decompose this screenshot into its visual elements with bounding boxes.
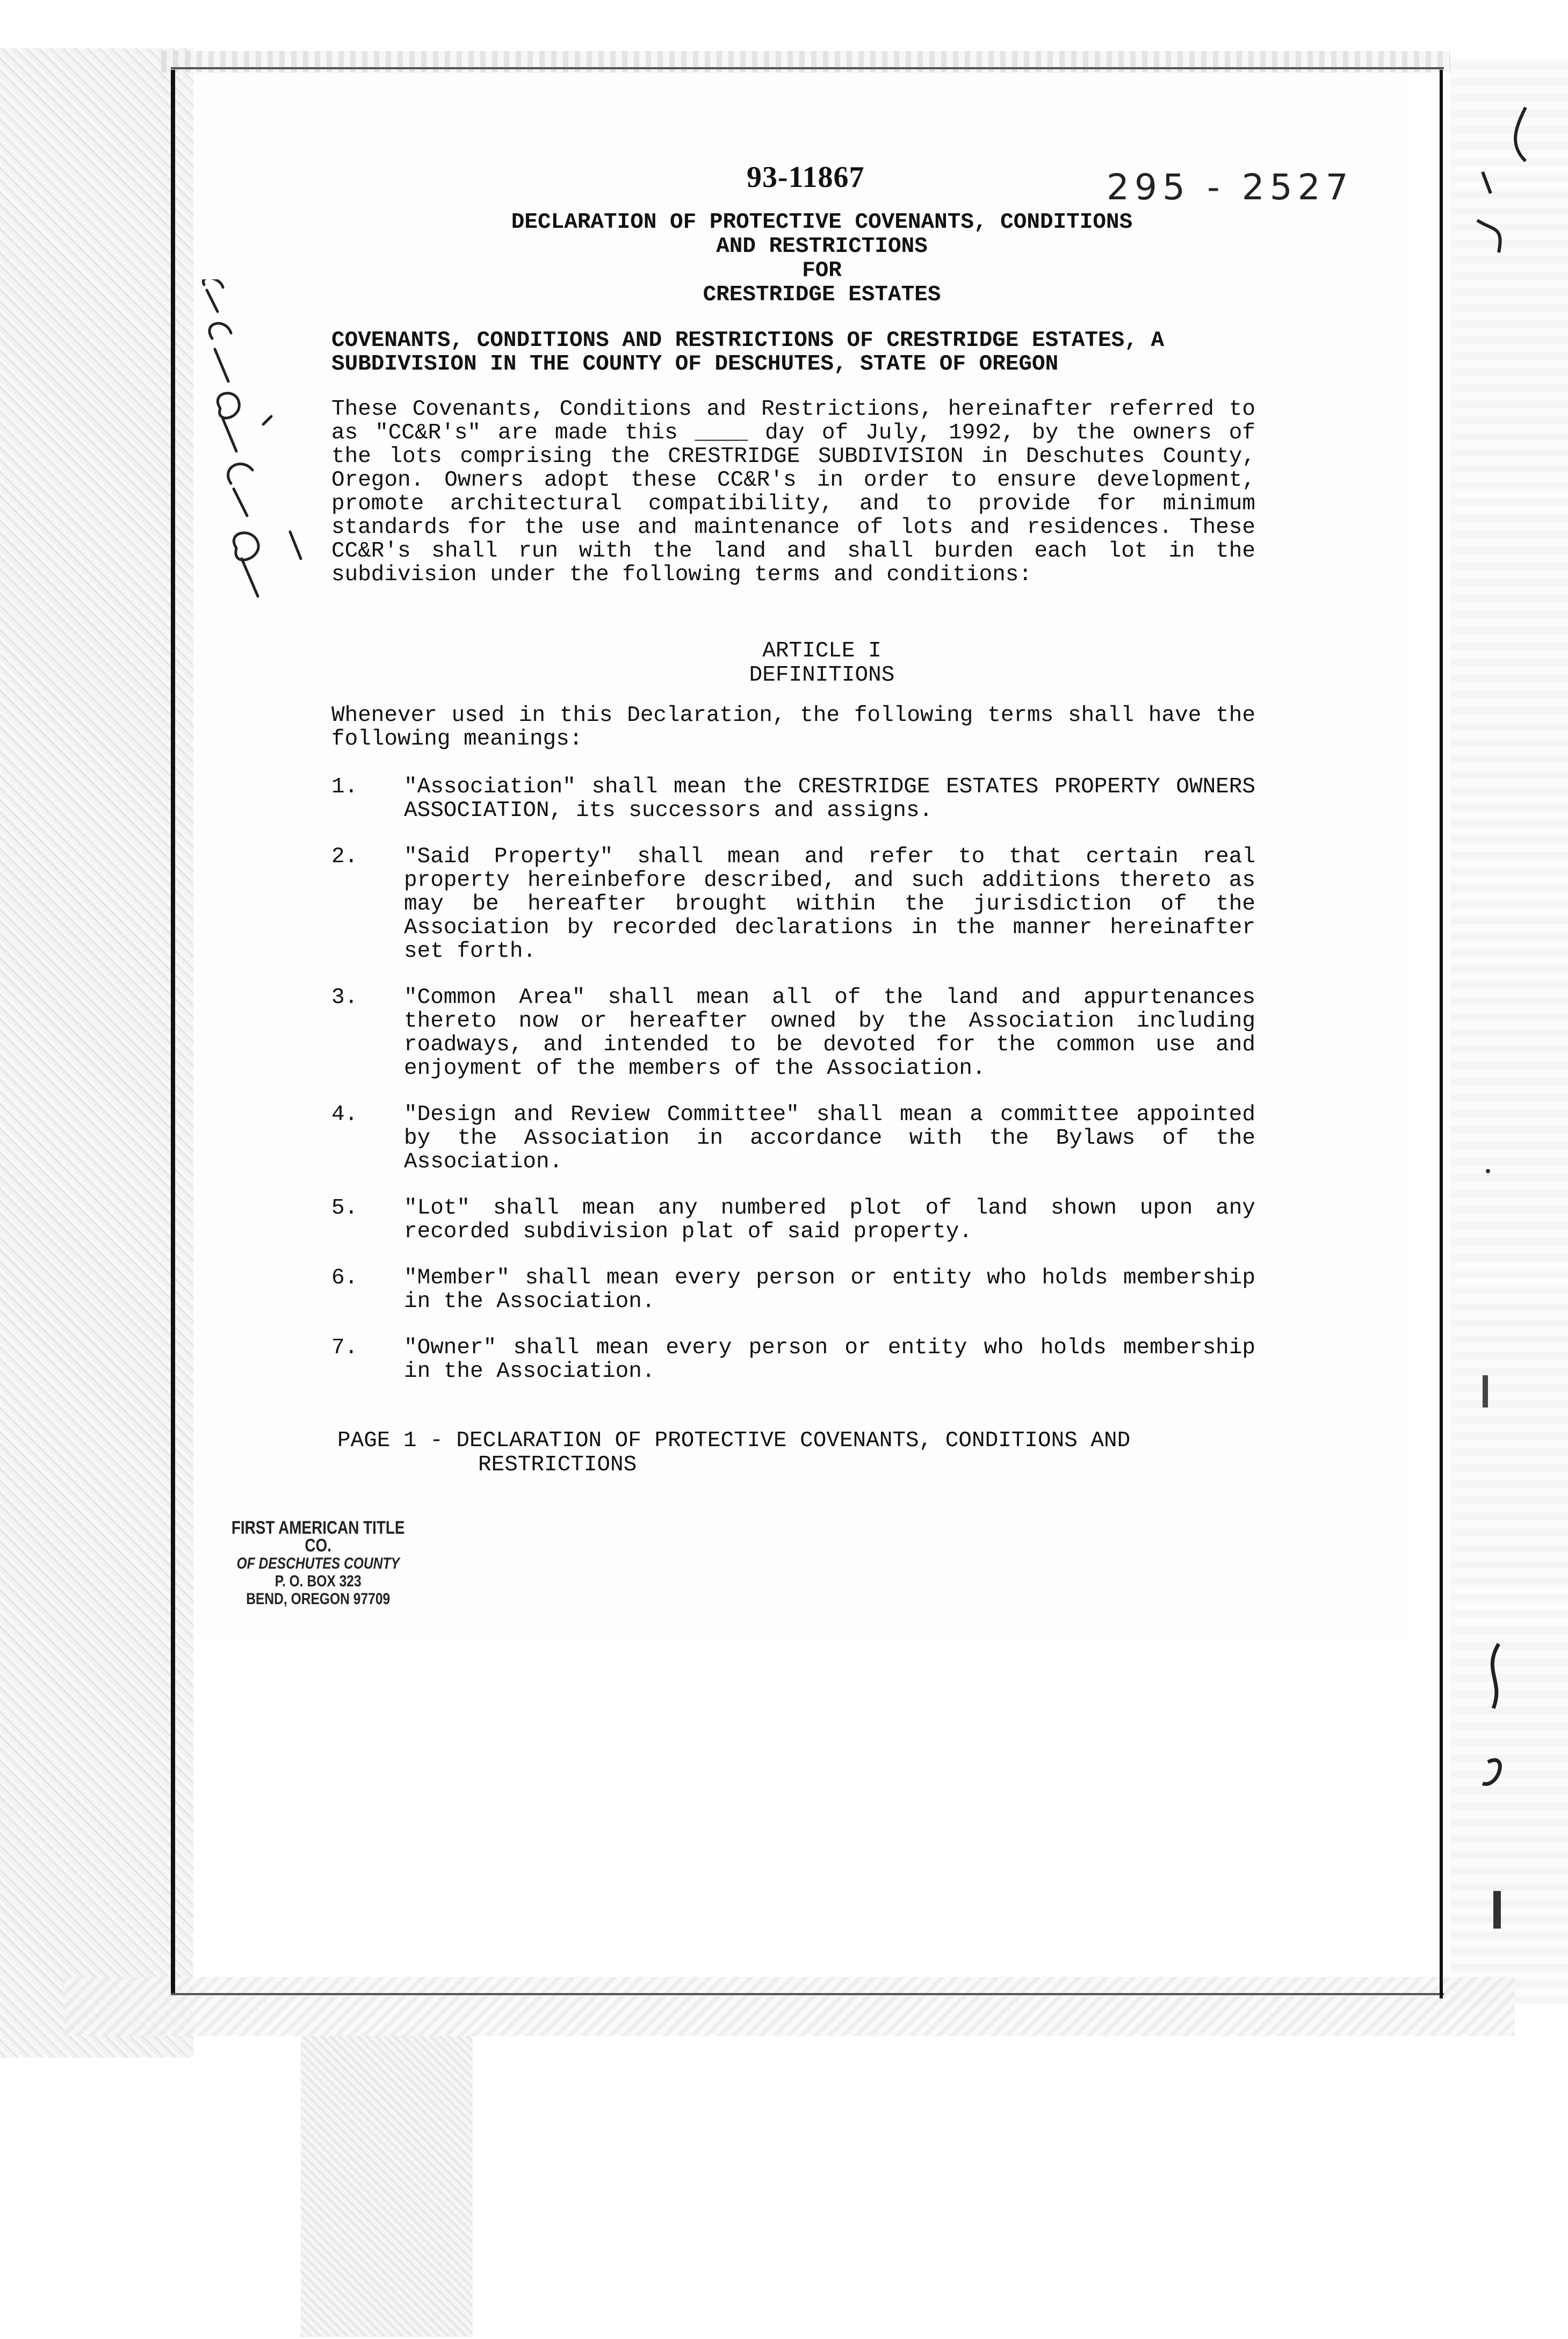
definition-item	[331, 1196, 1255, 1244]
footer-line: RESTRICTIONS	[478, 1453, 637, 1477]
article-heading	[322, 639, 1321, 688]
page-footer	[337, 1429, 1304, 1477]
title-line: AND RESTRICTIONS	[716, 234, 928, 259]
definition-item	[331, 1266, 1255, 1313]
definition-item	[331, 986, 1255, 1080]
stamp-line: BEND, OREGON 97709	[246, 1590, 391, 1608]
article-number: ARTICLE I	[762, 639, 881, 663]
definition-number: 7.	[331, 1335, 358, 1360]
subtitle-block	[331, 329, 1255, 376]
definition-item	[331, 1336, 1255, 1383]
document-title	[322, 211, 1321, 307]
definition-item	[331, 845, 1255, 963]
definition-number: 1.	[331, 775, 358, 799]
title-company-stamp	[226, 1519, 410, 1608]
title-line: DECLARATION OF PROTECTIVE COVENANTS, CONDITIONS	[511, 210, 1133, 235]
subtitle-line: SUBDIVISION IN THE COUNTY OF DESCHUTES, STATE OF OREGON	[331, 352, 1059, 377]
definition-number: 6.	[331, 1266, 358, 1290]
scan-noise-stub	[301, 2036, 473, 2337]
page-edge-bottom	[171, 1993, 1444, 1995]
definitions-list	[331, 775, 1255, 1406]
scan-noise-bottom	[64, 1977, 1515, 2036]
margin-marks-right	[1461, 97, 1563, 1977]
scan-noise-left	[0, 48, 193, 2058]
definition-text: "Design and Review Committee" shall mean a committee appointed by the Association in accordance with the Bylaws of the Association.	[404, 1102, 1255, 1174]
definitions-lead: Whenever used in this Declaration, the following terms shall have the following meanings:	[331, 703, 1255, 752]
stamp-line: FIRST AMERICAN TITLE CO.	[231, 1518, 405, 1556]
scan-noise-top	[161, 51, 1450, 73]
page-edge-left	[171, 70, 175, 1993]
intro-paragraph: These Covenants, Conditions and Restrictions, hereinafter referred to as "CC&R's" are made this ____ day of July, 1992, by the owners of the lots comprising the CRESTRIDGE SUBDIVISION in Deschutes County, Oregon. Owners adopt these CC&R's in order to ensure development, promote architectural compatibility, and to provide for minimum standards for the use and maintenance of lots and residences. These CC&R's shall run with the land and shall burden each lot in the subdivision under the following terms and conditions:	[331, 397, 1255, 587]
subtitle-line: COVENANTS, CONDITIONS AND RESTRICTIONS OF CRESTRIDGE ESTATES, A	[331, 328, 1165, 353]
title-line: CRESTRIDGE ESTATES	[703, 283, 941, 307]
page-edge-right	[1440, 70, 1443, 1998]
stamp-line: OF DESCHUTES COUNTY	[236, 1555, 400, 1572]
definition-text: "Association" shall mean the CRESTRIDGE ESTATES PROPERTY OWNERS ASSOCIATION, its successors and assigns.	[404, 775, 1255, 823]
document-number: 93-11867	[747, 161, 865, 194]
definition-number: 4.	[331, 1102, 358, 1127]
definition-item	[331, 775, 1255, 822]
definition-number: 2.	[331, 844, 358, 869]
definition-text: "Lot" shall mean any numbered plot of land shown upon any recorded subdivision plat of said property.	[404, 1196, 1255, 1244]
definition-text: "Common Area" shall mean all of the land and appurtenances thereto now or hereafter owned by the Association including roadways, and intended to be devoted for the common use and enjoyment of the members of the Association.	[404, 985, 1255, 1081]
stamp-line: P. O. BOX 323	[274, 1572, 362, 1590]
book-page-number: 295 - 2527	[1107, 167, 1354, 208]
definition-number: 3.	[331, 985, 358, 1010]
definition-text: "Member" shall mean every person or entity who holds membership in the Association.	[404, 1266, 1255, 1314]
page-edge-top	[171, 67, 1444, 69]
title-line: FOR	[802, 258, 842, 283]
definition-text: "Said Property" shall mean and refer to that certain real property hereinbefore described, and such additions thereto as may be hereafter brought within the jurisdiction of the Association by recorded declarations in the manner hereinafter set forth.	[404, 844, 1255, 964]
definition-number: 5.	[331, 1196, 358, 1221]
footer-line: PAGE 1 - DECLARATION OF PROTECTIVE COVENANTS, CONDITIONS AND	[337, 1428, 1131, 1453]
definition-text: "Owner" shall mean every person or entity who holds membership in the Association.	[404, 1335, 1255, 1384]
article-title: DEFINITIONS	[749, 663, 895, 688]
definition-item	[331, 1103, 1255, 1174]
